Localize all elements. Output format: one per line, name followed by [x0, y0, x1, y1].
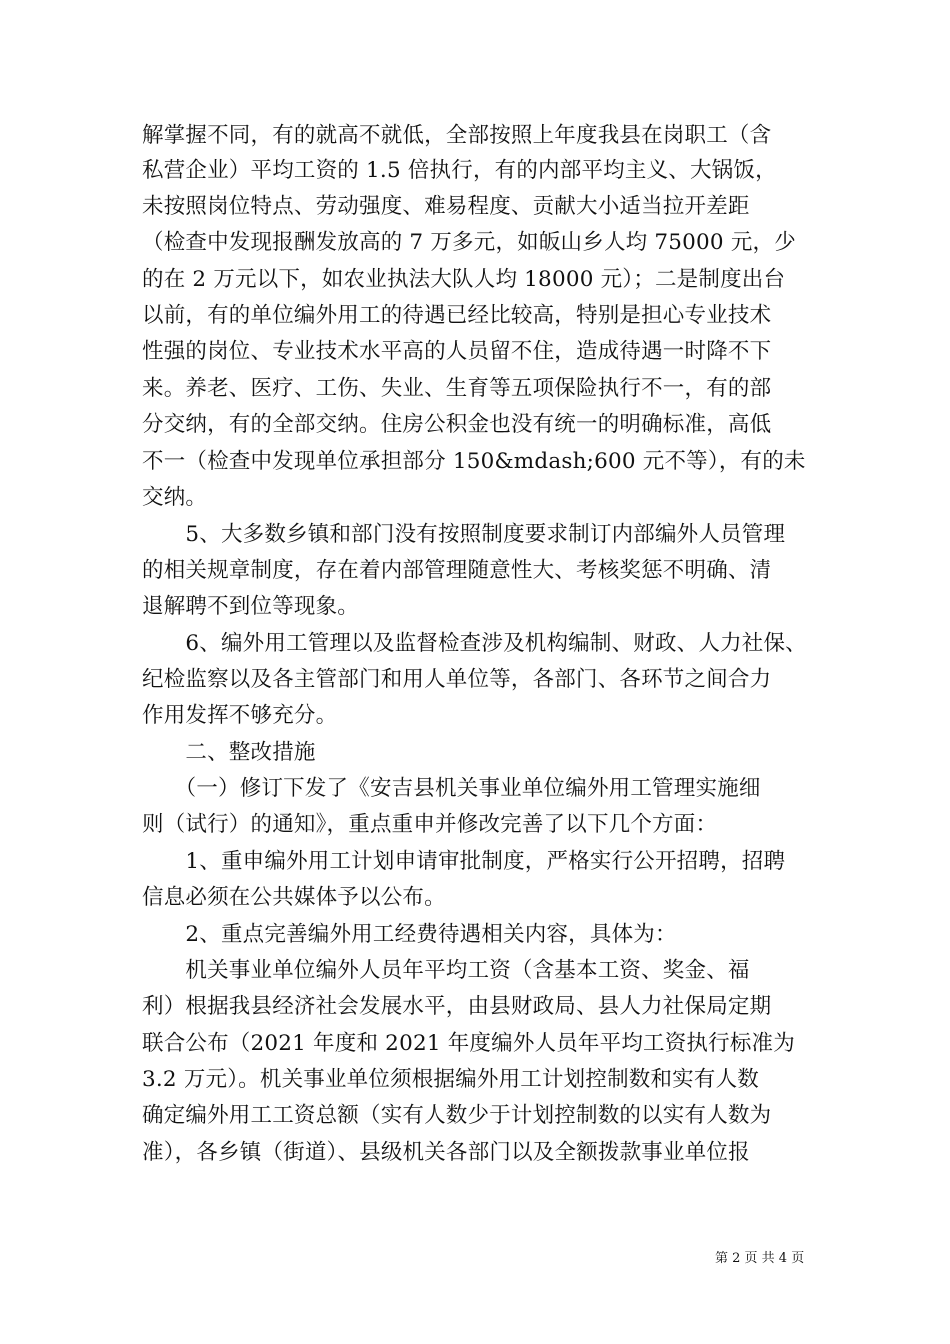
text-line: 5、大多数乡镇和部门没有按照制度要求制订内部编外人员管理 — [142, 522, 786, 547]
text-line: 信息必须在公共媒体予以公布。 — [142, 885, 446, 910]
text-line: 2、重点完善编外用工经费待遇相关内容，具体为： — [142, 922, 677, 947]
text-line: （一）修订下发了《安吉县机关事业单位编外用工管理实施细 — [142, 776, 761, 801]
text-line: 3.2 万元）。机关事业单位须根据编外用工计划控制数和实有人数 — [142, 1067, 759, 1092]
text-line: 交纳。 — [142, 485, 208, 510]
text-line: （检查中发现报酬发放高的 7 万多元，如皈山乡人均 75000 元，少 — [142, 230, 796, 255]
text-line: 则（试行）的通知》，重点重申并修改完善了以下几个方面： — [142, 812, 718, 837]
text-line: 来。养老、医疗、工伤、失业、生育等五项保险执行不一，有的部 — [142, 376, 772, 401]
text-line: 利）根据我县经济社会发展水平，由县财政局、县人力社保局定期 — [142, 994, 772, 1019]
text-line: 6、编外用工管理以及监督检查涉及机构编制、财政、人力社保、 — [142, 631, 807, 656]
text-line: 以前，有的单位编外用工的待遇已经比较高，特别是担心专业技术 — [142, 303, 772, 328]
text-line: 确定编外用工工资总额（实有人数少于计划控制数的以实有人数为 — [142, 1103, 772, 1128]
text-line: 性强的岗位、专业技术水平高的人员留不住，造成待遇一时降不下 — [142, 339, 772, 364]
text-line: 准），各乡镇（街道）、县级机关各部门以及全额拨款事业单位报 — [142, 1140, 750, 1165]
page-number-footer: 第 2 页 共 4 页 — [715, 1251, 805, 1266]
text-line: 联合公布（2021 年度和 2021 年度编外人员年平均工资执行标准为 — [142, 1031, 795, 1056]
text-line: 机关事业单位编外人员年平均工资（含基本工资、奖金、福 — [142, 958, 750, 983]
text-line: 分交纳，有的全部交纳。住房公积金也没有统一的明确标准，高低 — [142, 412, 772, 437]
text-line: 私营企业）平均工资的 1.5 倍执行，有的内部平均主义、大锅饭， — [142, 158, 777, 183]
section-heading: 二、整改措施 — [142, 740, 316, 765]
text-line: 不一（检查中发现单位承担部分 150&mdash;600 元不等），有的未 — [142, 449, 806, 474]
text-line: 纪检监察以及各主管部门和用人单位等，各部门、各环节之间合力 — [142, 667, 772, 692]
text-line: 退解聘不到位等现象。 — [142, 594, 360, 619]
text-line: 作用发挥不够充分。 — [142, 703, 338, 728]
text-line: 的在 2 万元以下，如农业执法大队人均 18000 元）；二是制度出台 — [142, 267, 786, 292]
text-line: 解掌握不同，有的就高不就低，全部按照上年度我县在岗职工（含 — [142, 123, 772, 148]
text-line: 未按照岗位特点、劳动强度、难易程度、贡献大小适当拉开差距 — [142, 194, 750, 219]
text-line: 1、重申编外用工计划申请审批制度，严格实行公开招聘，招聘 — [142, 849, 786, 874]
text-line: 的相关规章制度，存在着内部管理随意性大、考核奖惩不明确、清 — [142, 558, 772, 583]
